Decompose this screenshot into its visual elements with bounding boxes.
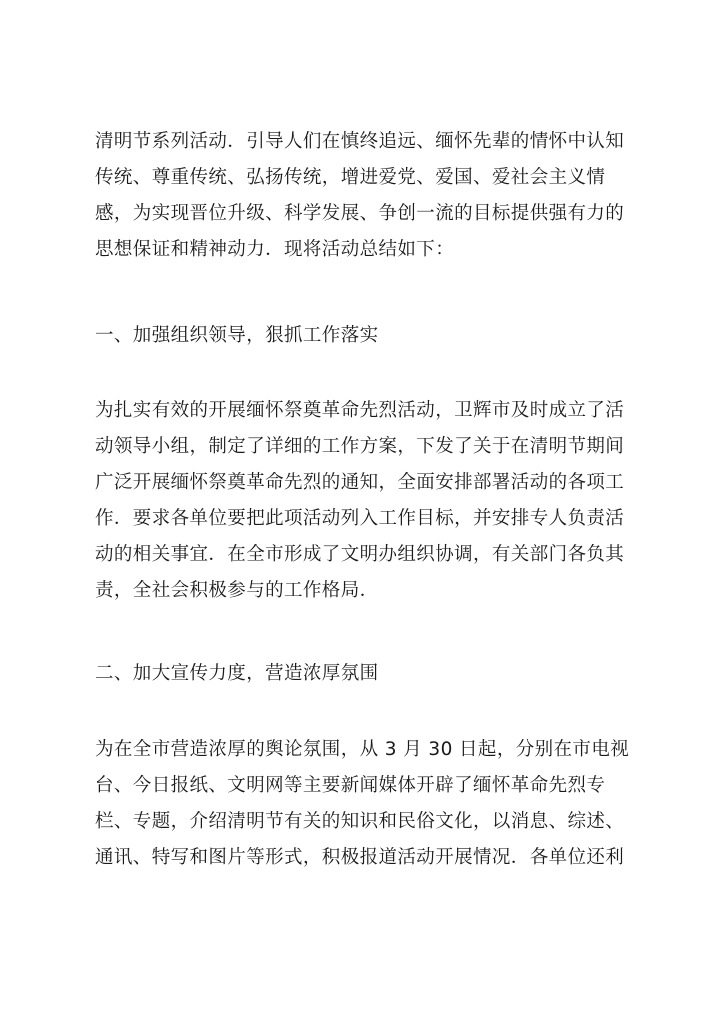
intro-paragraph — [95, 124, 647, 268]
section-2-line: 栏、专题，介绍清明节有关的知识和民俗文化，以消息、综述、 — [95, 811, 625, 832]
intro-line: 感，为实现晋位升级、科学发展、争创一流的目标提供强有力的 — [95, 203, 625, 224]
section-1-line: 作．要求各单位要把此项活动列入工作目标，并安排专人负责活 — [95, 508, 625, 529]
section-2-line: 通讯、特写和图片等形式，积极报道活动开展情况．各单位还利 — [95, 847, 625, 868]
intro-line: 思想保证和精神动力．现将活动总结如下： — [95, 239, 455, 260]
intro-line: 清明节系列活动．引导人们在慎终追远、缅怀先辈的情怀中认知 — [95, 131, 625, 152]
section-1-line: 为扎实有效的开展缅怀祭奠革命先烈活动，卫辉市及时成立了活 — [95, 400, 625, 421]
section-1-line: 广泛开展缅怀祭奠革命先烈的通知，全面安排部署活动的各项工 — [95, 472, 625, 493]
section-2-line: 为在全市营造浓厚的舆论氛围，从 3 月 30 日起，分别在市电视 — [95, 739, 630, 760]
intro-line: 传统、尊重传统、弘扬传统，增进爱党、爱国、爱社会主义情 — [95, 167, 606, 188]
section-1-line: 动的相关事宜．在全市形成了文明办组织协调，有关部门各负其 — [95, 544, 625, 565]
section-2-line: 台、今日报纸、文明网等主要新闻媒体开辟了缅怀革命先烈专 — [95, 775, 606, 796]
section-2-paragraph — [95, 732, 647, 876]
section-1-heading: 一、加强组织领导，狠抓工作落实 — [95, 325, 379, 346]
section-1-paragraph — [95, 393, 647, 609]
section-1-line: 责，全社会积极参与的工作格局． — [95, 580, 379, 601]
section-2-heading: 二、加大宣传力度，营造浓厚氛围 — [95, 663, 379, 684]
section-1-line: 动领导小组，制定了详细的工作方案，下发了关于在清明节期间 — [95, 436, 625, 457]
